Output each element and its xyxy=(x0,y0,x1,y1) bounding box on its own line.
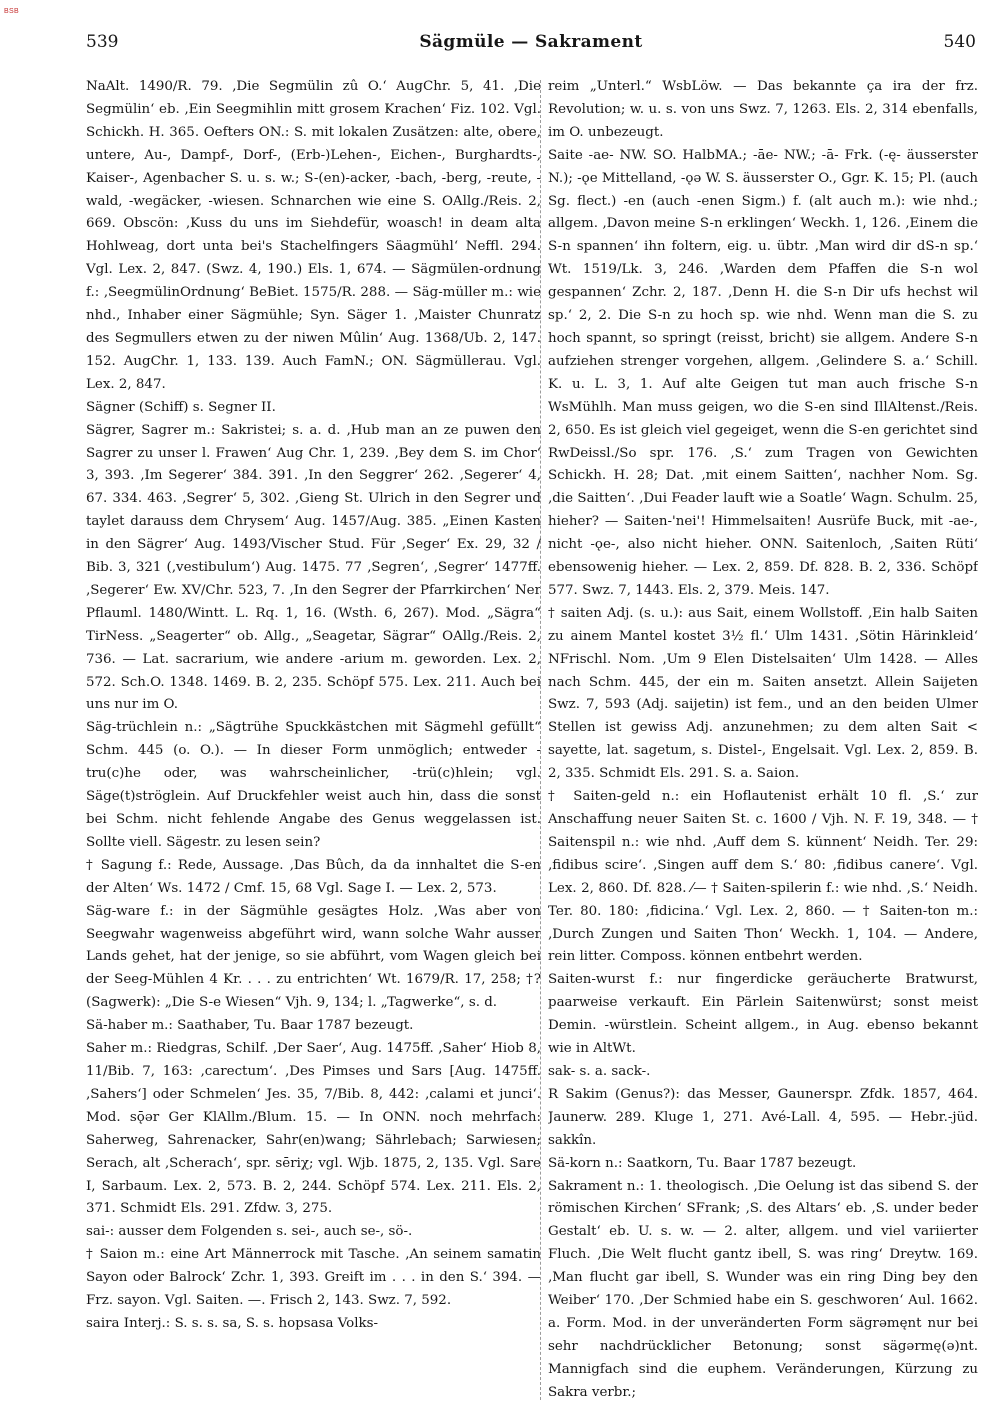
entry-saeg-ware: Säg-ware f.: in der Sägmühle gesägtes Holz. ‚Was aber von Seegwahr wagenweiss abgeführt wird, wann solche Wahr ausser Lands gehet, hat der jenige, so sie abführt, vom Wagen gleich bei der Seeg-Mühlen 4 Kr. . . . zu entrichten‘ Wt. 1679/R. 17, 258; †? (Sagwerk): „Die S-e Wiesen“ Vjh. 9, 134; l. „Tagwerke“, s. d. xyxy=(86,903,541,1011)
right-column xyxy=(548,76,978,1411)
entry-sakrament: Sakrament n.: 1. theologisch. ‚Die Oelung ist das sibend S. der römischen Kirchen‘ SFrank; ‚S. des Altars‘ eb. ‚S. under beder Gestalt‘ eb. U. s. w. — 2. alter, allgem. und viel variierter Fluch. ‚Die Welt flucht gantz ibell, S. was ring‘ Dreytw. 169. ‚Man flucht gar ibell, S. Wunder was ein ring Ding bey den Weiber‘ 170. ‚Der Schmied habe ein S. geschworen‘ Aul. 1662. a. Form. Mod. in der unveränderten Form sägrəmęnt nur bei sehr nachdrücklicher Betonung; sonst sägərmę(ə)nt. Mannigfach sind die euphem. Veränderungen, Kürzung zu Sakra verbr.; xyxy=(548,1178,978,1400)
entry-sakim: R Sakim (Genus?): das Messer, Gaunerspr. Zfdk. 1857, 464. Jaunerw. 289. Kluge 1, 271. Avé-Lall. 4, 595. — Hebr.-jüd. sakkîn. xyxy=(548,1086,978,1148)
entry-saegrer: Sägrer, Sagrer m.: Sakristei; s. a. d. ‚Hub man an ze puwen den Sagrer zu unser l. Frawen‘ Aug Chr. 1, 239. ‚Bey dem S. im Chor‘ 3, 393. ‚Im Segerer‘ 384. 391. ‚In den Seggrer‘ 262. ‚Segerer‘ 4, 67. 334. 463. ‚Segrer‘ 5, 302. ‚Gieng St. Ulrich in den Segrer und taylet darauss dem Chrysem‘ Aug. 1457/Aug. 385. „Einen Kasten in den Sägrer‘ Aug. 1493/Vischer Stud. Für ‚Seger‘ Ex. 29, 32 / Bib. 3, 321 (‚vestibulum‘) Aug. 1475. 77 ‚Segren‘, ‚Segrer‘ 1477ff. ‚Segerer‘ Ew. XV/Chr. 523, 7. ‚In den Segrer der Pfarrkirchen‘ Ner Pflauml. 1480/Wintt. L. Rq. 1, 16. (Wsth. 6, 267). Mod. „Sägra“ TirNess. „Seagerter“ ob. Allg., „Seagetar, Sägrar“ OAllg./Reis. 2, 736. — Lat. sacrarium, wie andere -arium m. geworden. Lex. 2, 572. Sch.O. 1348. 1469. B. 2, 235. Schöpf 575. Lex. 211. Auch bei uns nur im O. xyxy=(86,422,541,713)
entry-sak: sak- s. a. sack-. xyxy=(548,1063,651,1079)
entry-saeg-truechlein: Säg-trüchlein n.: „Sägtrühe Spuckkästchen mit Sägmehl gefüllt“ Schm. 445 (o. O.). — In dieser Form unmöglich; entweder -tru(c)he oder, was wahrscheinlicher, -trü(c)hlein; vgl. Säge(t)ströglein. Auf Druckfehler weist auch hin, dass die sonst bei Schm. nicht fehlende Angabe des Genus weggelassen ist. Sollte viell. Sägestr. zu lesen sein? xyxy=(86,720,541,850)
entry-sai: sai-: ausser dem Folgenden s. sei-, auch se-, sö-. xyxy=(86,1224,413,1240)
column-divider xyxy=(540,80,541,1400)
entry-saiten-adj: † saiten Adj. (s. u.): aus Sait, einem Wollstoff. ‚Ein halb Saiten zu ainem Mantel kostet 3½ fl.‘ Ulm 1431. ‚Sötin Härinkleid‘ NFrischl. Nom. ‚Um 9 Elen Distelsaiten‘ Ulm 1428. — Alles nach Schm. 445, der ein m. Saiten ansetzt. Allein Saijeten Swz. 7, 593 (Adj. saijetin) ist fem., und an den beiden Ulmer Stellen ist gewiss Adj. anzunehmen; zu dem alten Sait < sayette, lat. sagetum, s. Distel-, Engelsait. Vgl. Lex. 2, 859. B. 2, 335. Schmidt Els. 291. S. a. Saion. xyxy=(548,605,978,782)
entry-saira-cont: reim „Unterl.“ WsbLöw. — Das bekannte ça ira der frz. Revolution; w. u. s. von uns Swz. 7, 1263. Els. 2, 314 ebenfalls, im O. unbezeugt. xyxy=(548,79,978,140)
running-title: Sägmüle — Sakrament xyxy=(419,32,643,52)
entry-sae-haber: Sä-haber m.: Saathaber, Tu. Baar 1787 bezeugt. xyxy=(86,1018,414,1034)
left-page-number: 539 xyxy=(86,32,119,52)
entry-saion: † Saion m.: eine Art Männerrock mit Tasche. ‚An seinem samatin Sayon oder Balrock‘ Zchr. 1, 393. Greift im . . . in den S.‘ 394. — Frz. sayon. Vgl. Saiten. —. Frisch 2, 143. Swz. 7, 592. xyxy=(86,1247,541,1309)
entry-sae-korn: Sä-korn n.: Saatkorn, Tu. Baar 1787 bezeugt. xyxy=(548,1155,857,1171)
entry-saegmuele-cont: NaAlt. 1490/R. 79. ‚Die Segmülin zû O.‘ AugChr. 5, 41. ‚Die Segmülin‘ eb. ‚Ein Seegmihlin mitt grosem Krachen‘ Fiz. 102. Vgl. Schickh. H. 365. Oefters ON.: S. mit lokalen Zusätzen: alte, obere, untere, Au-, Dampf-, Dorf-, (Erb-)Lehen-, Eichen-, Burghardts-, Kaiser-, Agenbacher S. u. s. w.; S-(en)-acker, -bach, -berg, -reute, -wald, -wegäcker, -wiesen. Schnarchen wie eine S. OAllg./Reis. 2, 669. Obscön: ‚Kuss du uns im Siehdefür, woasch! in deam alta Hohlweag, dort unta bei's Stachelfingers Säagmühl‘ Neffl. 294. Vgl. Lex. 2, 847. (Swz. 4, 190.) Els. 1, 674. — Sägmülen-ordnung f.: ‚SeegmülinOrdnung‘ BeBiet. 1575/R. 288. — Säg-müller m.: wie nhd., Inhaber einer Sägmühle; Syn. Säger 1. ‚Maister Chunratz des Segmullers etwen zu der niwen Mûlin‘ Aug. 1368/Ub. 2, 147. 152. AugChr. 1, 133. 139. Auch FamN.; ON. Sägmüllerau. Vgl. Lex. 2, 847. xyxy=(86,79,541,392)
entry-saher: Saher m.: Riedgras, Schilf. ‚Der Saer‘, Aug. 1475ff. ‚Saher‘ Hiob 8, 11/Bib. 7, 163: ‚carectum‘. ‚Des Pimses und Sars [Aug. 1475ff. ‚Sahers‘] oder Schmelen‘ Jes. 35, 7/Bib. 8, 442: ‚calami et junci‘. Mod. sǭər Ger KlAllm./Blum. 15. — In ONN. noch mehrfach: Saherweg, Sahrenacker, Sahr(en)wang; Sährlebach; Sarwiesen; Serach, alt ‚Scherach‘, spr. sēriχ; vgl. Wjb. 1875, 2, 135. Vgl. Sare I, Sarbaum. Lex. 2, 573. B. 2, 244. Schöpf 574. Lex. 211. Els. 2, 371. Schmidt Els. 291. Zfdw. 3, 275. xyxy=(86,1041,541,1217)
entry-saegner: Sägner (Schiff) s. Segner II. xyxy=(86,399,276,415)
right-page-number: 540 xyxy=(943,32,976,52)
left-column xyxy=(86,76,541,1411)
library-stamp: BSB xyxy=(4,8,19,15)
entry-sagung: † Sagung f.: Rede, Aussage. ‚Das Bûch, da da innhaltet die S-en der Alten‘ Ws. 1472 / Cmf. 15, 68 Vgl. Sage I. — Lex. 2, 573. xyxy=(86,857,541,896)
entry-saiten-geld: † Saiten-geld n.: ein Hoflautenist erhält 10 fl. ‚S.‘ zur Anschaffung neuer Saiten St. c. 1600 / Vjh. N. F. 19, 348. — † Saitenspil n.: wie nhd. ‚Auff dem S. künnent‘ Neidh. Ter. 29: ‚fidibus scire‘. ‚Singen auff dem S.‘ 80: ‚fidibus canere‘. Vgl. Lex. 2, 860. Df. 828. ⁄— † Saiten-spilerin f.: wie nhd. ‚S.‘ Neidh. Ter. 80. 180: ‚fidicina.‘ Vgl. Lex. 2, 860. — † Saiten-ton m.: ‚Durch Zungen und Saiten Thon‘ Weckh. 1, 104. — Andere, rein litter. Composs. können entbehrt werden. xyxy=(548,789,978,965)
entry-saira: saira Interj.: S. s. s. sa, S. s. hopsasa Volks- xyxy=(86,1315,379,1331)
entry-saiten-wurst: Saiten-wurst f.: nur fingerdicke geräucherte Bratwurst, paarweise verkauft. Ein Pärlein Saitenwürst; sonst meist Demin. -würstlein. Scheint allgem., in Aug. ebenso bekannt wie in AltWt. xyxy=(548,972,978,1057)
page-header xyxy=(86,32,976,60)
entry-saite: Saite -ae- NW. SO. HalbMA.; -āe- NW.; -ā- Frk. (-ę- äusserster N.); -ǫe Mittelland, -ǫə W. S. äusserster O., Ggr. K. 15; Pl. (auch Sg. flect.) -en (auch -enen Sigm.) f. (alt auch m.): wie nhd.; allgem. ‚Davon meine S-n erklingen‘ Weckh. 1, 126. ‚Einem die S-n spannen‘ ihn foltern, eig. u. übtr. ‚Man wird dir dS-n sp.‘ Wt. 1519/Lk. 3, 246. ‚Warden dem Pfaffen die S-n wol gespannen‘ Zchr. 2, 187. ‚Denn H. die S-n Dir ufs hechst wil sp.‘ 2, 2. Die S-n zu hoch sp. wie nhd. Wenn man die S. zu hoch spannt, so springt (reisst, bricht) sie allgem. Andere S-n aufziehen strenger vorgehen, allgem. ‚Gelindere S. a.‘ Schill. K. u. L. 3, 1. Auf alte Geigen tut man auch frische S-n WsMühlh. Man muss geigen, wo die S-en sind IllAltenst./Reis. 2, 650. Es ist gleich viel gegeiget, wenn die S-en gerichtet sind RwDeissl./So spr. 176. ‚S.‘ zum Tragen von Gewichten Schickh. H. 28; Dat. ‚mit einem Saitten‘, nachher Nom. Sg. ‚die Saitten‘. ‚Dui Feader lauft wie a Soatle‘ Wagn. Schulm. 25, hieher? — Saiten-'nei'! Himmelsaiten! Ausrüfe Buck, mit -ae-, nicht -ǫe-, also nicht hieher. ONN. Saitenloch, ‚Saiten Rüti‘ ebensowenig hieher. — Lex. 2, 859. Df. 828. B. 2, 336. Schöpf 577. Swz. 7, 1443. Els. 2, 379. Meis. 147. xyxy=(548,147,978,598)
